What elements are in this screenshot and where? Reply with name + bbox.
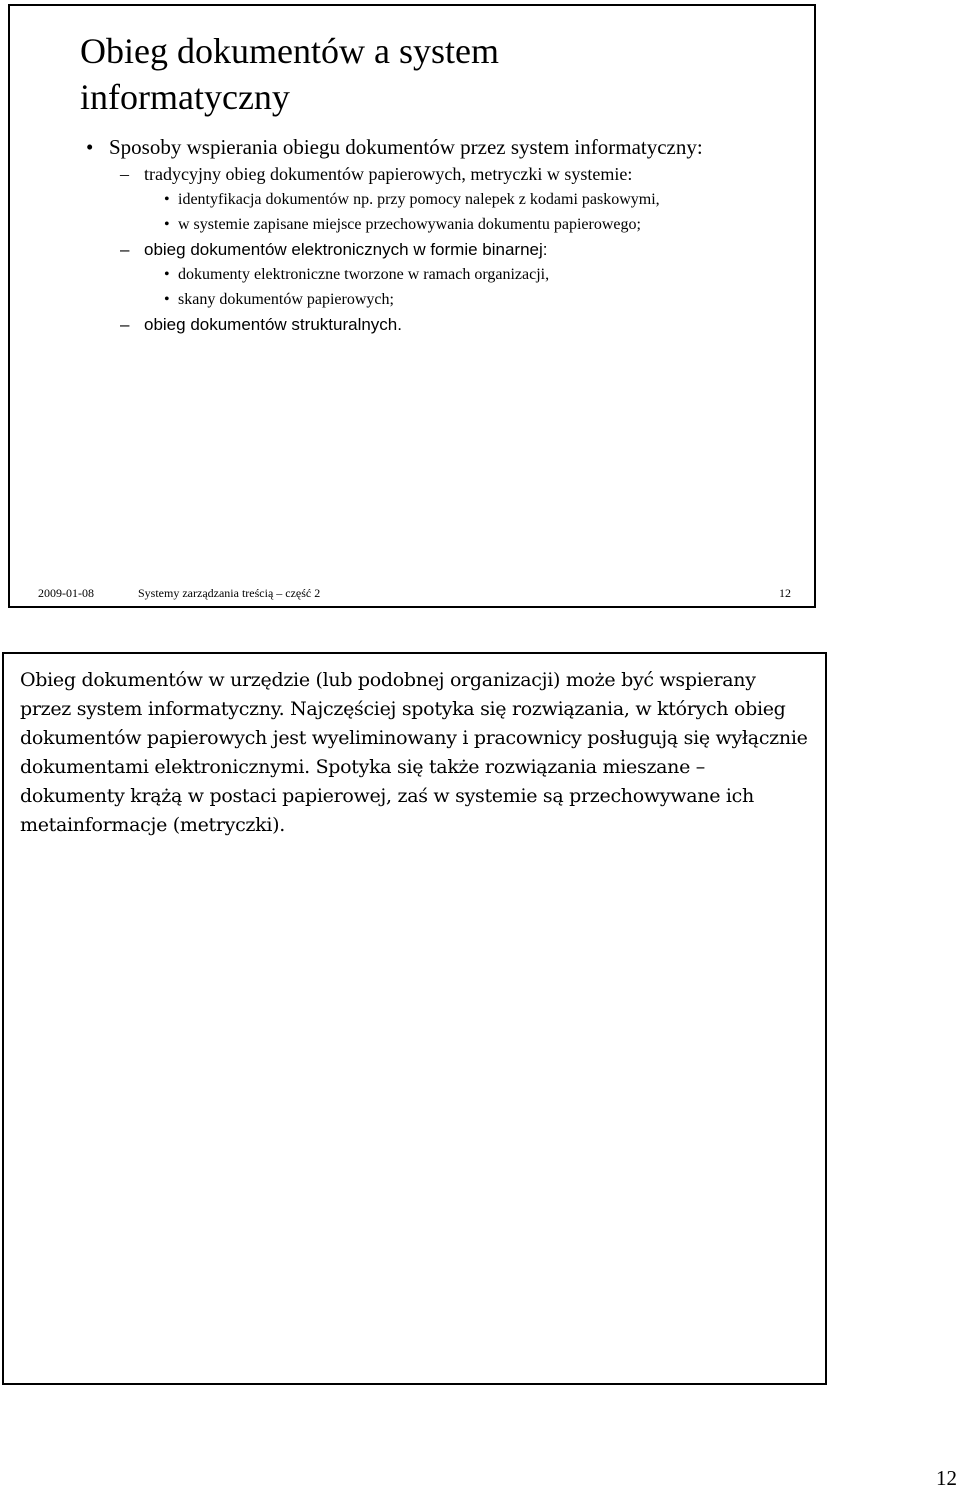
bullet-marker: • (86, 135, 94, 159)
sub-sub-bullet-item (80, 287, 800, 312)
sub-sub-bullet-text: w systemie zapisane miejsce przechowywania dokumentu papierowego; (178, 216, 641, 233)
slide-title-line1: Obieg dokumentów a system (80, 31, 499, 71)
dash-marker: – (120, 164, 129, 184)
slide-title-line2: informatyczny (80, 77, 290, 117)
bullet-marker: • (164, 191, 170, 208)
dash-marker: – (120, 240, 130, 259)
sub-sub-bullet-item (80, 212, 800, 237)
sub-sub-bullet-text: dokumenty elektroniczne tworzone w ramach organizacji, (178, 266, 550, 283)
bullet-text: Sposoby wspierania obiegu dokumentów przez system informatyczny: (109, 135, 703, 159)
slide-footer-page-number: 12 (779, 586, 791, 600)
sub-sub-bullet-text: identyfikacja dokumentów np. przy pomocy nalepek z kodami paskowymi, (178, 191, 660, 208)
slide-bullet-list (80, 133, 800, 337)
sub-sub-bullet-item (80, 187, 800, 212)
bullet-marker: • (164, 216, 170, 233)
sub-bullet-text: obieg dokumentów strukturalnych. (144, 315, 402, 334)
sub-bullet-item (80, 237, 800, 262)
sub-bullet-text: tradycyjny obieg dokumentów papierowych, metryczki w systemie: (144, 164, 633, 184)
sub-sub-bullet-item (80, 262, 800, 287)
slide-footer-date: 2009-01-08 (38, 586, 94, 600)
sub-bullet-text: obieg dokumentów elektronicznych w formie binarnej: (144, 240, 548, 259)
bullet-marker: • (164, 291, 170, 308)
slide-frame (8, 4, 816, 608)
notes-frame (2, 652, 827, 1385)
sub-bullet-item (80, 162, 800, 187)
notes-paragraph: Obieg dokumentów w urzędzie (lub podobnej organizacji) może być wspierany przez system informatyczny. Najczęściej spotyka się rozwiązania, w których obieg dokumentów papierowych jest wyeliminowany i pracownicy posługują się wyłącznie dokumentami elektronicznymi. Spotyka się także rozwiązania mieszane – dokumenty krążą w postaci papierowej, zaś w systemie są przechowywane ich metainformacje (metryczki). (20, 669, 808, 836)
bullet-marker: • (164, 266, 170, 283)
page-number: 12 (936, 1466, 957, 1490)
bullet-item (80, 133, 800, 161)
sub-bullet-item (80, 312, 800, 337)
slide-title (80, 28, 499, 120)
dash-marker: – (120, 315, 130, 334)
slide-footer-title: Systemy zarządzania treścią – część 2 (138, 586, 321, 600)
sub-sub-bullet-text: skany dokumentów papierowych; (178, 291, 394, 308)
